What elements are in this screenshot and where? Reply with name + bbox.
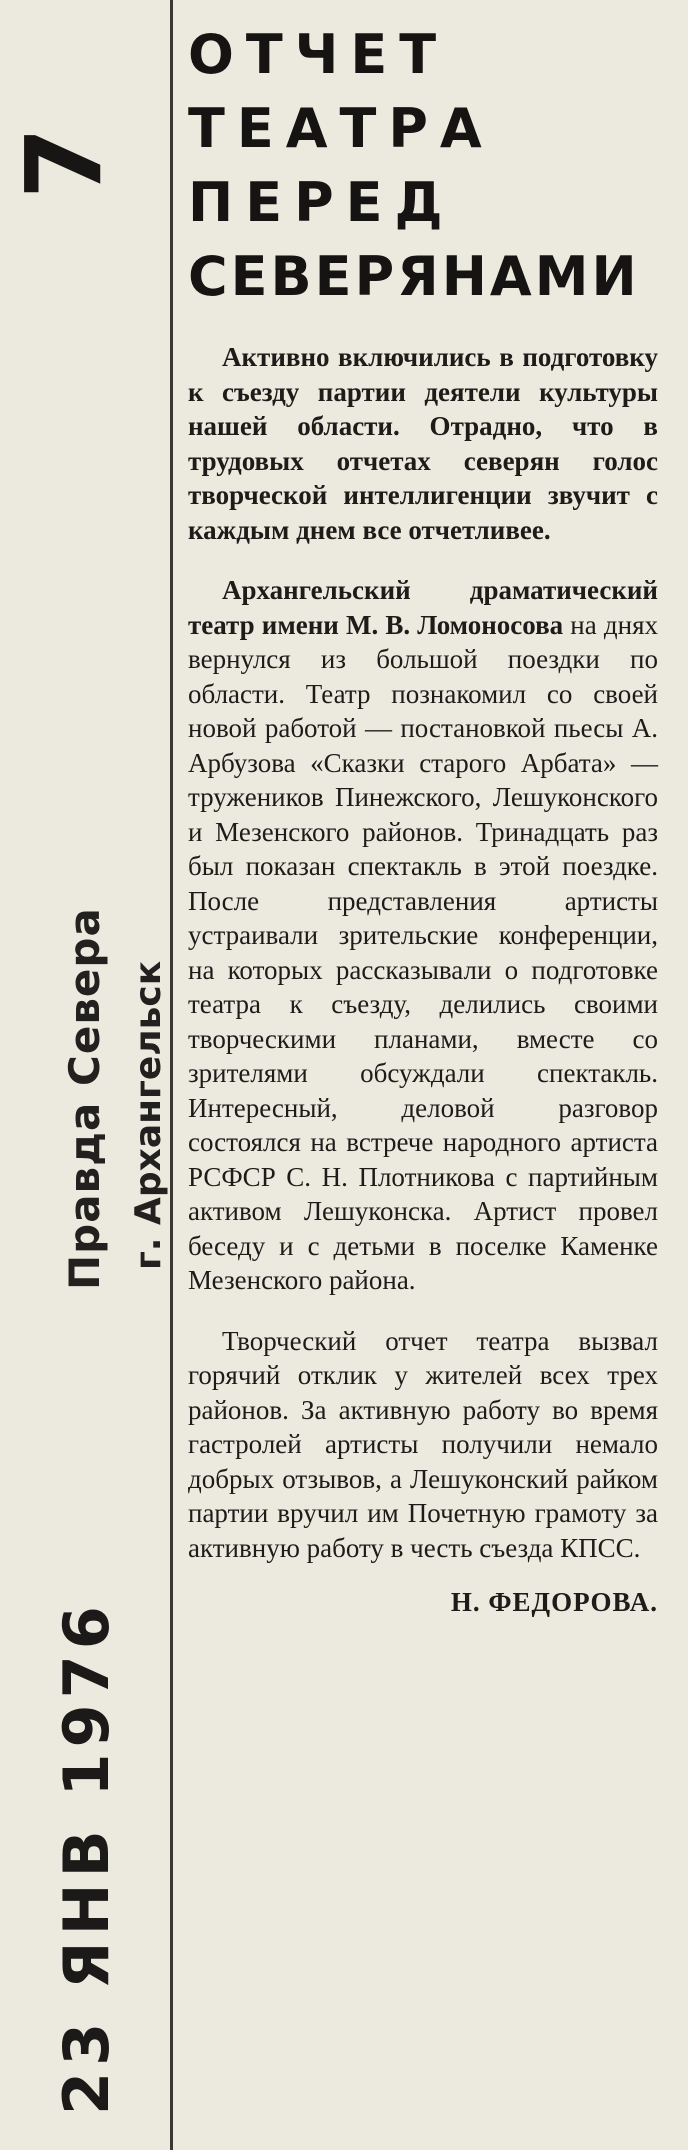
paragraph-lead-in: Архангельский драматический театр имени М. В. Ломоносова	[188, 575, 658, 640]
author-signature: Н. ФЕДОРОВА.	[450, 1587, 658, 1617]
headline-line: ОТЧЕТ	[188, 23, 449, 86]
article-lead: Активно включились в подготовку к съезду партии деятели культуры нашей области. Отрадно, что в трудовых отчетах северян голос творческой интеллигенции звучит с каждым днем все отчетливее.	[188, 342, 658, 545]
column-rule	[170, 0, 173, 2150]
article-headline	[188, 18, 658, 314]
headline-line: СЕВЕРЯНАМИ	[188, 245, 640, 308]
archive-stamp-strip	[0, 0, 169, 2150]
article-paragraph: Творческий отчет театра вызвал горячий отклик у жителей всех трех районов. За активную работу во время гастролей артисты получили немало добрых отзывов, а Лешуконский райком партии вручил им Почетную грамоту за активную работу в честь съезда КПСС.	[188, 1325, 658, 1563]
article-paragraph	[188, 573, 658, 1298]
headline-line: ТЕАТРА	[188, 97, 494, 160]
headline-line: ПЕРЕД	[188, 171, 455, 234]
date-stamp: 23 ЯНВ 1976	[50, 1600, 123, 2115]
paragraph-text: на днях вернулся из большой поездки по области. Театр познакомил со своей новой работой — постановкой пьесы А. Арбузова «Сказки старого Арбата» — тружеников Пинежского, Лешуконского и Мезенского районов. Тринадцать раз был показан спектакль в этой поездке. После представления артисты устраивали зрительские конференции, на которых рассказывали о подготовке театра к съезду, делились своими творческими планами, вместе со зрителями обсуждали спектакль. Интересный, деловой разговор состоялся на встрече народного артиста РСФСР С. Н. Плотникова с партийным активом Лешуконска. Артист провел беседу и с детьми в поселке Каменке Мезенского района.	[188, 609, 658, 1295]
newspaper-name-stamp: Правда Севера	[60, 907, 109, 1290]
article	[188, 18, 658, 1618]
city-stamp: г. Архангельск	[128, 960, 169, 1270]
handwritten-mark: 7	[3, 126, 125, 200]
